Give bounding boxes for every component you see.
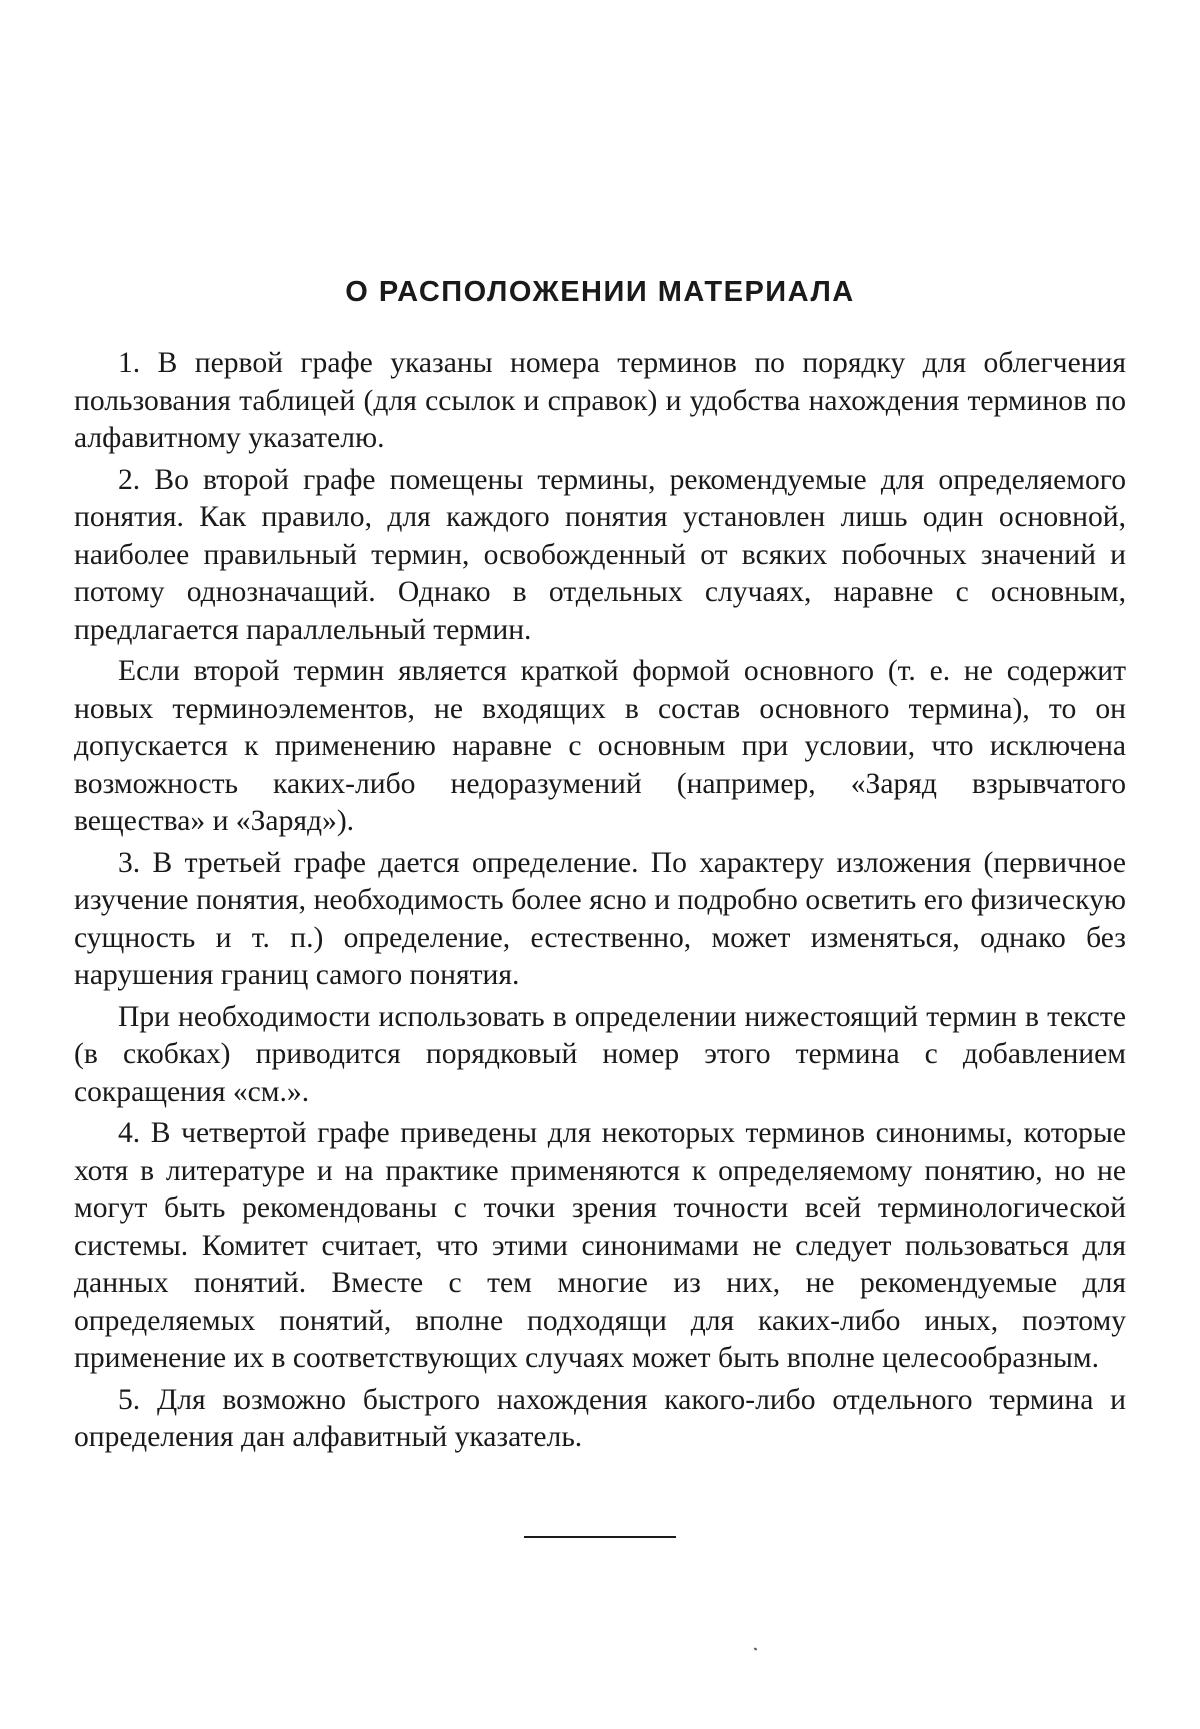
paragraph-1: 1. В первой графе указаны номера терминов по порядку для облегчения пользования таблицей (для ссылок и справок) и удобства нахождения терминов по алфавитному указателю. bbox=[74, 345, 1126, 458]
body-text bbox=[74, 345, 1126, 1461]
paragraph-6: 4. В четвертой графе приведены для некоторых терминов синонимы, которые хотя в литературе и на практике применяются к определяемому понятию, но не могут быть рекомендованы с точки зрения точности всей терминологической системы. Комитет считает, что этими синонимами не следует пользоваться для данных понятий. Вместе с тем многие из них, не рекомендуемые для определяемых понятий, вполне подходящи для каких-либо иных, поэтому применение их в соответствующих случаях может быть вполне целесообразным. bbox=[74, 1115, 1126, 1378]
section-divider bbox=[524, 1536, 676, 1538]
document-page bbox=[0, 0, 1200, 1729]
paragraph-5: При необходимости использовать в определении нижестоящий термин в тексте (в скобках) приводится порядковый номер этого термина с добавлением сокращения «см.». bbox=[74, 999, 1126, 1112]
paragraph-4: 3. В третьей графе дается определение. По характеру изложения (первичное изучение понятия, необходимость более ясно и подробно осветить его физическую сущность и т. п.) определение, естественно, может изменяться, однако без нарушения границ самого понятия. bbox=[74, 845, 1126, 995]
paragraph-3: Если второй термин является краткой формой основного (т. е. не содержит новых терминоэлементов, не входящих в состав основного термина), то он допускается к применению наравне с основным при условии, что исключена возможность каких-либо недоразумений (например, «Заряд взрывчатого вещества» и «Заряд»). bbox=[74, 653, 1126, 841]
print-speck bbox=[754, 1647, 758, 1650]
page-title: О РАСПОЛОЖЕНИИ МАТЕРИАЛА bbox=[0, 276, 1200, 309]
paragraph-2: 2. Во второй графе помещены термины, рекомендуемые для определяемого понятия. Как правило, для каждого понятия установлен лишь один основной, наиболее правильный термин, освобожденный от всяких побочных значений и потому однозначащий. Однако в отдельных случаях, наравне с основным, предлагается параллельный термин. bbox=[74, 462, 1126, 650]
paragraph-7: 5. Для возможно быстрого нахождения какого-либо отдельного термина и определения дан алфавитный указатель. bbox=[74, 1382, 1126, 1457]
